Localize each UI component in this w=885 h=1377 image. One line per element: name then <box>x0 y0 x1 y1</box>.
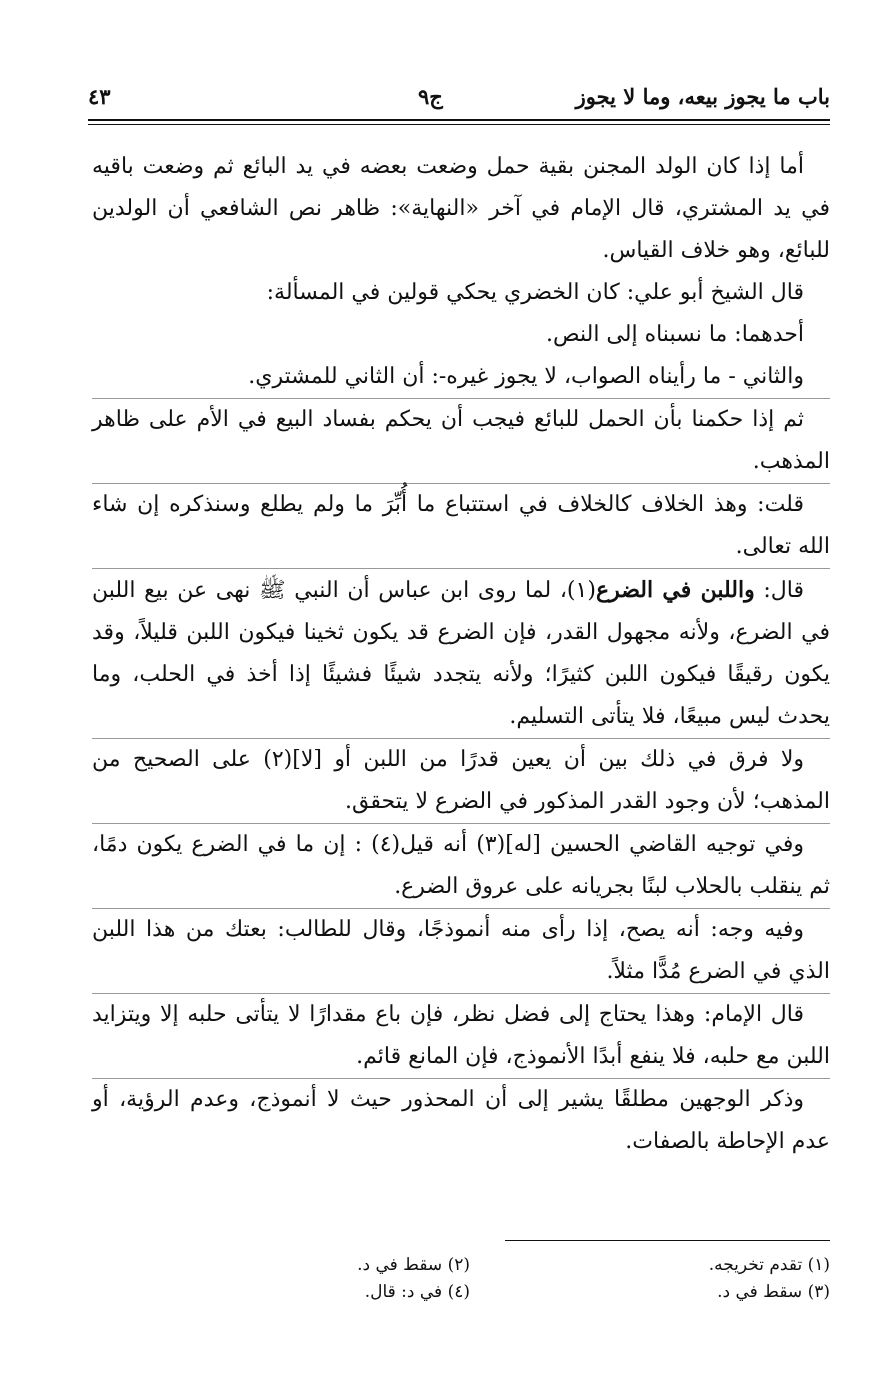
paragraph: ولا فرق في ذلك بين أن يعين قدرًا من اللبن أو [لا](٢) على الصحيح من المذهب؛ لأن وجود القدر المذكور في الضرع لا يتحقق. <box>92 738 830 823</box>
paragraph: ثم إذا حكمنا بأن الحمل للبائع فيجب أن يحكم بفساد البيع في الأم على ظاهر المذهب. <box>92 398 830 483</box>
paragraph: وفيه وجه: أنه يصح، إذا رأى منه أنموذجًا، وقال للطالب: بعتك من هذا اللبن الذي في الضرع مُدًّا مثلاً. <box>92 908 830 993</box>
main-text <box>92 146 830 1163</box>
footnote-3: (٣) سقط في د. <box>717 1282 830 1302</box>
paragraph: وفي توجيه القاضي الحسين [له](٣) أنه قيل(٤) : إن ما في الضرع يكون دمًا، ثم ينقلب بالحلاب لبنًا بجريانه على عروق الضرع. <box>92 823 830 908</box>
milk-lead: قال: <box>754 578 805 603</box>
paragraph: قال الإمام: وهذا يحتاج إلى فضل نظر، فإن باع مقدارًا لا يتأتى حلبه إلا ويتزايد اللبن مع حلبه، فلا ينفع أبدًا الأنموذج، فإن المانع قائم. <box>92 993 830 1078</box>
milk-bold-phrase: واللبن في الضرع <box>595 577 755 603</box>
paragraph: وذكر الوجهين مطلقًا يشير إلى أن المحذور حيث لا أنموذج، وعدم الرؤية، أو عدم الإحاطة بالصفات. <box>92 1078 830 1163</box>
footnote-1: (١) تقدم تخريجه. <box>708 1255 830 1275</box>
paragraph: قلت: وهذ الخلاف كالخلاف في استتباع ما أُبِّرَ ما ولم يطلع وسنذكره إن شاء الله تعالى. <box>92 483 830 568</box>
footnote-rule <box>505 1240 830 1241</box>
paragraph: والثاني - ما رأيناه الصواب، لا يجوز غيره-: أن الثاني للمشتري. <box>248 364 804 389</box>
footnote-2: (٢) سقط في د. <box>357 1255 470 1275</box>
page-number: ٤٣ <box>88 84 111 109</box>
paragraph: قال الشيخ أبو علي: كان الخضري يحكي قولين في المسألة: <box>266 280 804 305</box>
volume-label: ج٩ <box>418 84 443 109</box>
footnotes <box>300 1252 830 1312</box>
footnote-4: (٤) في د: قال. <box>364 1282 470 1302</box>
running-header <box>88 78 830 118</box>
chapter-title: باب ما يجوز بيعه، وما لا يجوز <box>575 84 830 109</box>
paragraph: أما إذا كان الولد المجنن بقية حمل وضعت بعضه في يد البائع ثم وضعت باقيه في يد المشتري، قال الإمام في آخر «النهاية»: ظاهر نص الشافعي أن الولدين للبائع، وهو خلاف القياس. <box>92 154 830 263</box>
milk-rest: (١)، لما روى ابن عباس أن النبي ﷺ نهى عن بيع اللبن في الضرع، ولأنه مجهول القدر، فإن الضرع قد يكون ثخينا فيكون اللبن قليلاً، وقد يكون رقيقًا فيكون اللبن كثيرًا؛ ولأنه يتجدد شيئًا فشيئًا إذا أخذ في الحلب، وما يحدث ليس مبيعًا، فلا يتأتى التسليم. <box>92 578 830 729</box>
header-rule-thick <box>88 119 830 121</box>
paragraph: أحدهما: ما نسبناه إلى النص. <box>546 322 804 347</box>
milk-paragraph <box>92 568 830 738</box>
header-rule-thin <box>88 124 830 125</box>
